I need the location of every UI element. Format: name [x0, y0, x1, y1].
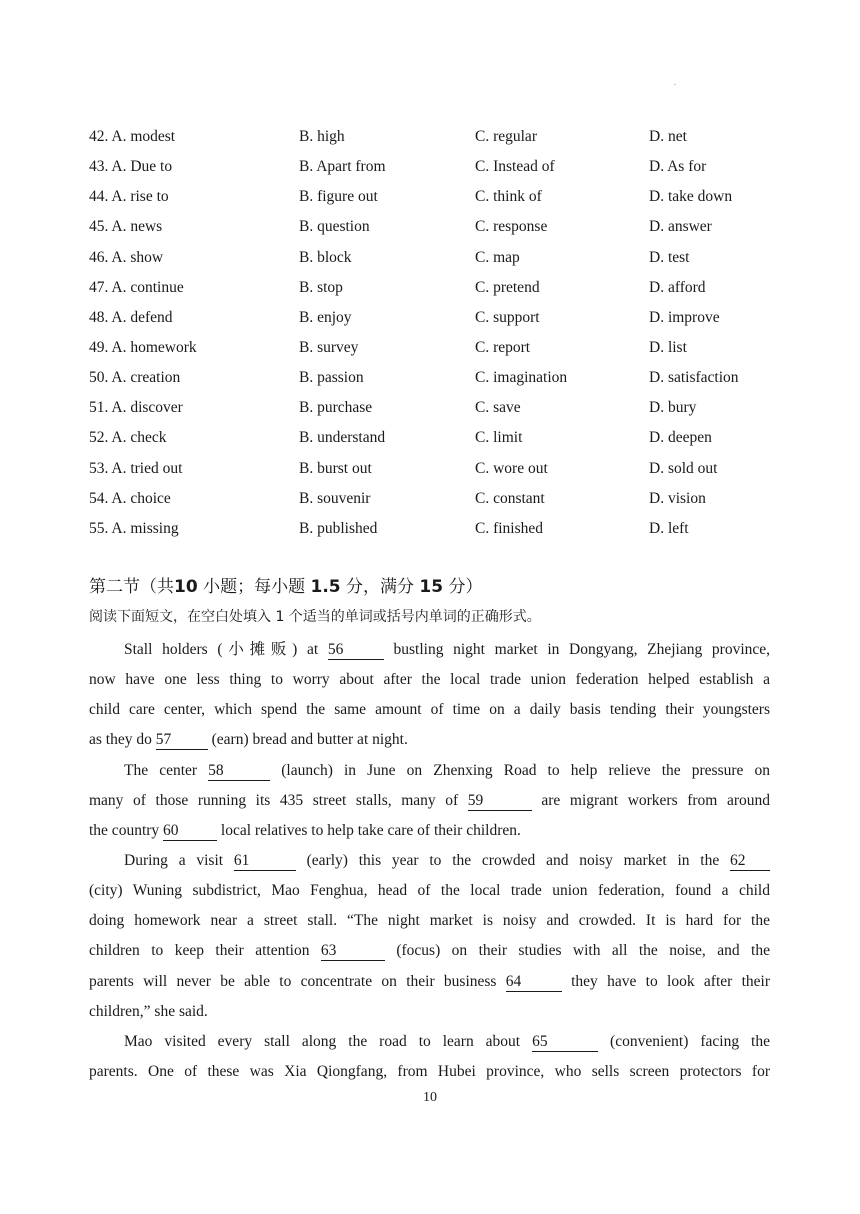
option-b: B. high — [299, 128, 345, 145]
blank-63: 63 — [321, 942, 385, 961]
question-row — [89, 305, 779, 335]
option-d: D. As for — [649, 158, 707, 176]
blank-65: 65 — [532, 1033, 598, 1052]
option-a: 42. A. modest — [89, 128, 176, 145]
option-d: D. vision — [649, 489, 706, 507]
option-b: B. understand — [299, 429, 386, 447]
scan-dot-mark: . — [674, 78, 676, 87]
question-row — [89, 486, 779, 516]
option-b: B. Apart from — [299, 158, 386, 176]
option-d: D. deepen — [649, 429, 712, 447]
option-b: B. passion — [299, 369, 364, 387]
question-row — [89, 214, 779, 244]
blank-64: 64 — [506, 973, 562, 992]
option-d: D. net — [649, 128, 687, 145]
option-b: B. figure out — [299, 188, 378, 206]
passage-line: many of those running its 435 street stalls, many of 59 are migrant workers from around — [89, 791, 770, 809]
option-b: B. block — [299, 248, 352, 266]
option-c: C. think of — [475, 188, 542, 206]
option-d: D. list — [649, 338, 687, 356]
option-d: D. improve — [649, 308, 720, 326]
option-c: C. limit — [475, 429, 523, 447]
question-row — [89, 516, 779, 546]
option-d: D. bury — [649, 399, 697, 417]
question-row — [89, 275, 779, 305]
passage-line: parents will never be able to concentrate on their business 64 they have to look after their — [89, 972, 771, 990]
passage-line: (city) Wuning subdistrict, Mao Fenghua, head of the local trade union federation, found a child — [89, 882, 770, 900]
option-d: D. left — [649, 519, 689, 537]
option-a: 48. A. defend — [89, 308, 173, 326]
option-a: 53. A. tried out — [89, 459, 183, 477]
option-b: B. survey — [299, 338, 359, 356]
option-b: B. enjoy — [299, 308, 352, 326]
option-c: C. report — [475, 338, 531, 356]
passage-line: The center 58 (launch) in June on Zhenxing Road to help relieve the pressure on — [124, 761, 770, 779]
blank-62: 62 — [730, 852, 770, 871]
option-b: B. burst out — [299, 459, 372, 477]
option-d: D. answer — [649, 218, 712, 236]
passage-line: children to keep their attention 63 (focus) on their studies with all the noise, and the — [89, 942, 770, 960]
option-a: 54. A. choice — [89, 489, 171, 507]
question-row — [89, 184, 779, 214]
option-b: B. published — [299, 519, 378, 537]
question-row — [89, 456, 779, 486]
blank-60: 60 — [163, 822, 217, 841]
question-row — [89, 335, 779, 365]
option-b: B. question — [299, 218, 370, 236]
passage-line: as they do 57 (earn) bread and butter at night. — [89, 731, 408, 749]
question-row — [89, 124, 779, 154]
passage-line: parents. One of these was Xia Qiongfang, from Hubei province, who sells screen protectors for — [89, 1062, 770, 1080]
page-number: 10 — [423, 1090, 437, 1105]
blank-58: 58 — [208, 762, 270, 781]
option-a: 51. A. discover — [89, 399, 183, 417]
blank-57: 57 — [156, 731, 208, 750]
question-row — [89, 395, 779, 425]
question-row — [89, 245, 779, 275]
option-d: D. afford — [649, 278, 706, 296]
option-a: 50. A. creation — [89, 369, 181, 387]
question-row — [89, 154, 779, 184]
option-c: C. regular — [475, 128, 537, 145]
question-row — [89, 425, 779, 455]
option-d: D. satisfaction — [649, 369, 739, 387]
option-c: C. save — [475, 399, 521, 417]
passage-line: the country 60 local relatives to help take care of their children. — [89, 821, 521, 839]
option-b: B. stop — [299, 278, 343, 296]
option-c: C. pretend — [475, 278, 540, 296]
option-c: C. map — [475, 248, 520, 266]
blank-59: 59 — [468, 792, 532, 811]
passage-line: Stall holders (小摊贩) at 56 bustling night market in Dongyang, Zhejiang province, — [124, 641, 771, 658]
option-c: C. wore out — [475, 459, 548, 477]
option-a: 47. A. continue — [89, 278, 184, 296]
option-c: C. response — [475, 218, 548, 236]
option-a: 52. A. check — [89, 429, 167, 447]
blank-56: 56 — [328, 641, 384, 660]
option-c: C. Instead of — [475, 158, 555, 176]
section-instruction: 阅读下面短文，在空白处填入 1 个适当的单词或括号内单词的正确形式。 — [89, 609, 541, 625]
passage-line: children,” she said. — [89, 1002, 208, 1020]
option-d: D. test — [649, 248, 690, 266]
section-heading: 第二节（共10 小题；每小题 1.5 分，满分 15 分） — [89, 577, 483, 597]
option-c: C. support — [475, 308, 540, 326]
option-a: 46. A. show — [89, 248, 164, 266]
option-d: D. sold out — [649, 459, 718, 477]
option-c: C. finished — [475, 519, 544, 537]
option-c: C. constant — [475, 489, 545, 507]
cloze-passage — [89, 636, 770, 1088]
option-a: 45. A. news — [89, 218, 163, 236]
option-a: 44. A. rise to — [89, 188, 169, 206]
option-a: 55. A. missing — [89, 519, 179, 537]
option-a: 49. A. homework — [89, 338, 197, 356]
option-b: B. souvenir — [299, 489, 371, 507]
blank-61: 61 — [234, 852, 296, 871]
question-row — [89, 365, 779, 395]
option-b: B. purchase — [299, 399, 373, 417]
passage-line: child care center, which spend the same amount of time on a daily basis tending their youngsters — [89, 701, 770, 719]
passage-line: Mao visited every stall along the road to learn about 65 (convenient) facing the — [124, 1032, 770, 1050]
option-a: 43. A. Due to — [89, 158, 173, 176]
passage-line: During a visit 61 (early) this year to the crowded and noisy market in the 62 — [89, 847, 770, 877]
multiple-choice-options — [89, 124, 779, 546]
option-c: C. imagination — [475, 369, 568, 387]
passage-line: now have one less thing to worry about after the local trade union federation helped establish a — [89, 671, 770, 689]
passage-line: doing homework near a street stall. “The night market is noisy and crowded. It is hard for the — [89, 912, 770, 930]
option-d: D. take down — [649, 188, 733, 206]
